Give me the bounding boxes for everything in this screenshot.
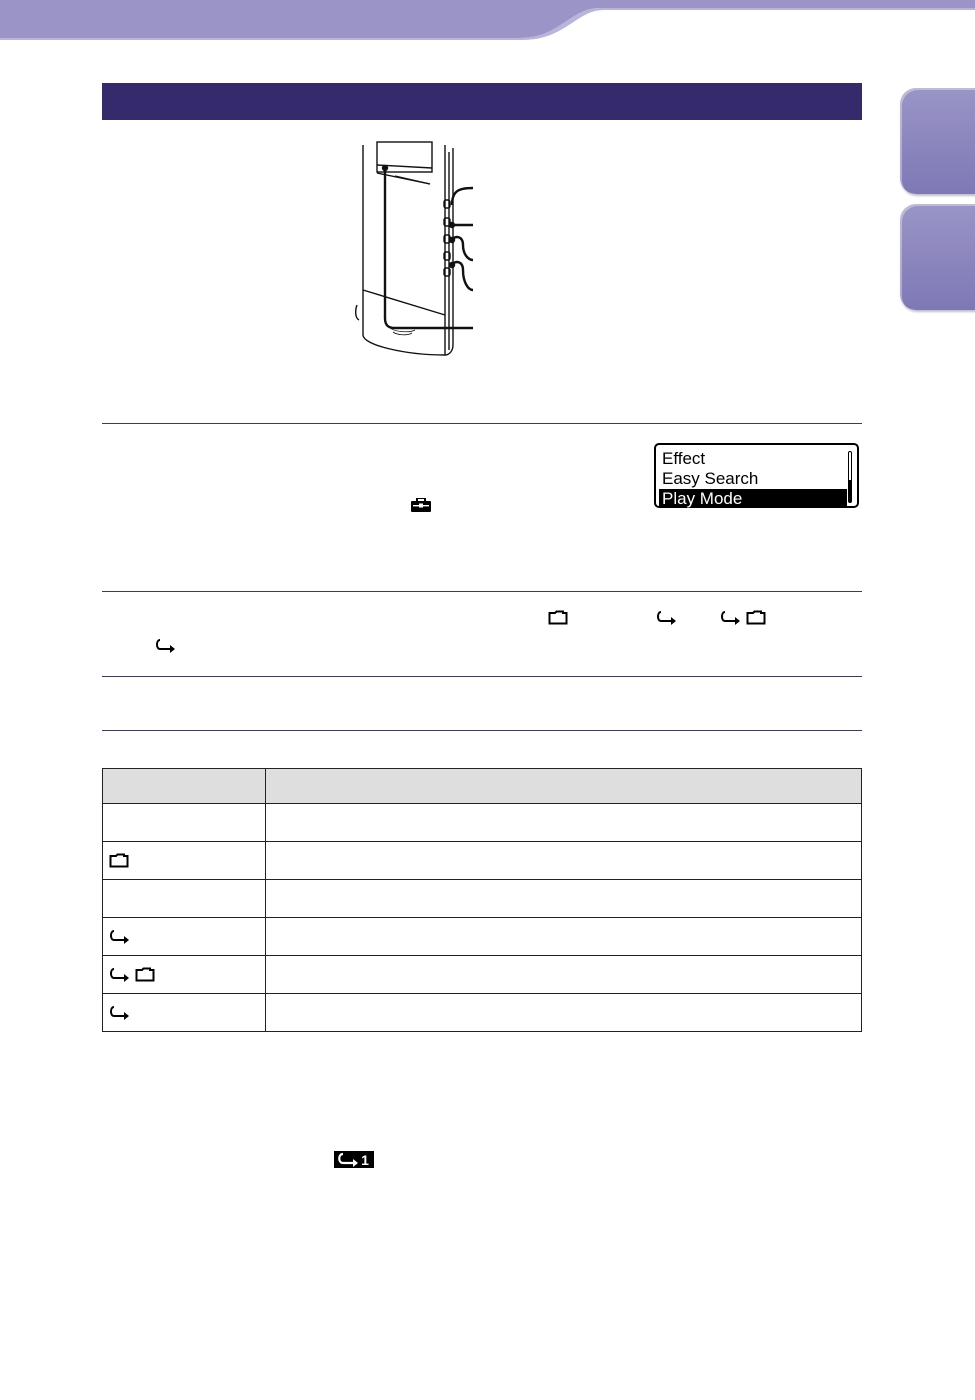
mode-cell xyxy=(103,956,266,994)
side-tab-upper[interactable] xyxy=(900,88,975,194)
table-header-cell xyxy=(103,769,266,804)
menu-item-easy-search: Easy Search xyxy=(662,469,759,488)
description-cell xyxy=(266,994,862,1032)
toolbox-icon xyxy=(411,498,431,512)
play-mode-table xyxy=(102,768,862,1032)
table-row xyxy=(103,956,862,994)
menu-item-play-mode: Play Mode xyxy=(659,489,847,508)
mode-cell xyxy=(103,994,266,1032)
table-header-cell xyxy=(266,769,862,804)
table-row xyxy=(103,994,862,1032)
lcd-menu-display xyxy=(654,443,859,508)
section-divider xyxy=(102,730,862,731)
side-tab-lower[interactable] xyxy=(900,204,975,310)
repeat-one-badge-text: 1 xyxy=(361,1152,369,1168)
repeat-icon xyxy=(720,610,742,625)
header-band xyxy=(0,0,975,44)
description-cell xyxy=(266,956,862,994)
repeat-icon xyxy=(109,967,131,982)
folder-icon xyxy=(135,967,155,982)
section-heading-bar xyxy=(102,83,862,120)
repeat-icon xyxy=(656,610,678,625)
folder-icon xyxy=(109,853,129,868)
table-row xyxy=(103,918,862,956)
description-cell xyxy=(266,842,862,880)
mode-cell xyxy=(103,804,266,842)
menu-item-effect: Effect xyxy=(662,449,706,468)
folder-icon xyxy=(548,610,568,625)
mode-cell xyxy=(103,842,266,880)
description-cell xyxy=(266,918,862,956)
folder-icon xyxy=(746,610,766,625)
repeat-one-badge-icon xyxy=(334,1151,374,1168)
section-divider xyxy=(102,676,862,677)
device-illustration xyxy=(355,140,485,365)
table-header-row xyxy=(103,769,862,804)
repeat-icon xyxy=(155,638,177,653)
table-row xyxy=(103,880,862,918)
section-divider xyxy=(102,423,862,424)
menu-scrollbar xyxy=(848,451,852,503)
table-row xyxy=(103,804,862,842)
mode-cell xyxy=(103,880,266,918)
repeat-icon xyxy=(109,1005,131,1020)
repeat-icon xyxy=(109,929,131,944)
description-cell xyxy=(266,804,862,842)
mode-cell xyxy=(103,918,266,956)
description-cell xyxy=(266,880,862,918)
table-row xyxy=(103,842,862,880)
section-divider xyxy=(102,591,862,592)
